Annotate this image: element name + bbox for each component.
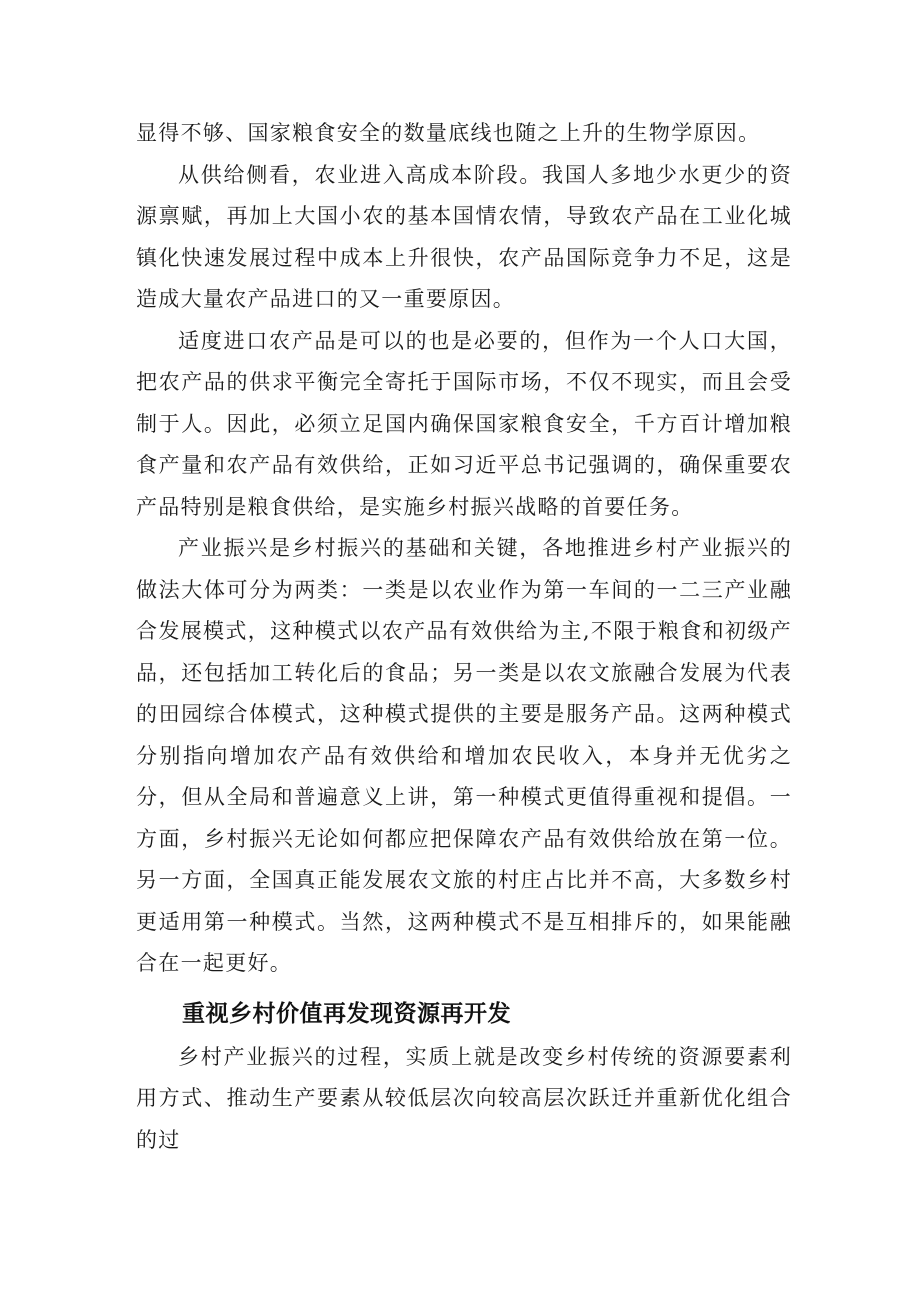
paragraph-supply-side: 从供给侧看，农业进入高成本阶段。我国人多地少水更少的资源禀赋，再加上大国小农的基本国情农情，导致农产品在工业化城镇化快速发展过程中成本上升很快，农产品国际竞争力不足，这是造成大量农产品进口的又一重要原因。 (136, 162, 792, 311)
paragraph-resource-reuse: 乡村产业振兴的过程，实质上就是改变乡村传统的资源要素利用方式、推动生产要素从较低层次向较高层次跃迁并重新优化组合的过 (136, 1044, 792, 1152)
paragraph-continuation: 显得不够、国家粮食安全的数量底线也随之上升的生物学原因。 (136, 121, 761, 145)
document-body (136, 113, 792, 1161)
paragraph-import: 适度进口农产品是可以的也是必要的，但作为一个人口大国，把农产品的供求平衡完全寄托于国际市场，不仅不现实，而且会受制于人。因此，必须立足国内确保国家粮食安全，千方百计增加粮食产量和农产品有效供给，正如习近平总书记强调的，确保重要农产品特别是粮食供给，是实施乡村振兴战略的首要任务。 (136, 328, 792, 519)
paragraph-industry-revitalization: 产业振兴是乡村振兴的基础和关键，各地推进乡村产业振兴的做法大体可分为两类：一类是以农业作为第一车间的一二三产业融合发展模式，这种模式以农产品有效供给为主,不限于粮食和初级产品，还包括加工转化后的食品；另一类是以农文旅融合发展为代表的田园综合体模式，这种模式提供的主要是服务产品。这两种模式分别指向增加农产品有效供给和增加农民收入，本身并无优劣之分，但从全局和普遍意义上讲，第一种模式更值得重视和提倡。一方面，乡村振兴无论如何都应把保障农产品有效供给放在第一位。另一方面，全国真正能发展农文旅的村庄占比并不高，大多数乡村更适用第一种模式。当然，这两种模式不是互相排斥的，如果能融合在一起更好。 (136, 536, 792, 975)
section-heading: 重视乡村价值再发现资源再开发 (182, 1000, 511, 1027)
